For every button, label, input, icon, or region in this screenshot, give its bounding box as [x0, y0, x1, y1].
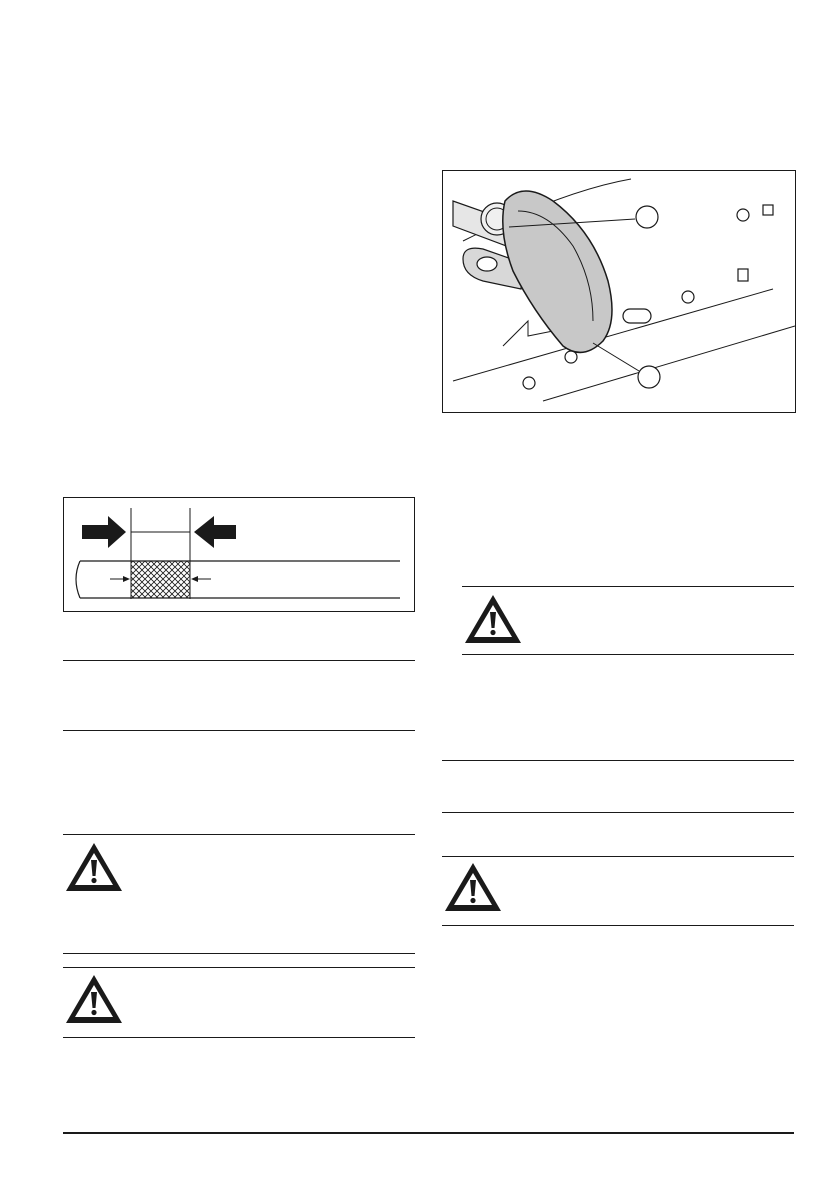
right-arrow-icon: [194, 516, 236, 548]
rope-splice-measurement-diagram: [64, 498, 414, 611]
warning-triangle-icon: [63, 972, 125, 1031]
divider: [462, 586, 794, 587]
divider: [442, 760, 794, 761]
divider: [442, 856, 794, 857]
blade-clip-illustration: [443, 171, 795, 412]
left-arrow-icon: [82, 516, 126, 548]
divider: [63, 953, 415, 954]
divider: [63, 967, 415, 968]
rope-measure-figure: [63, 497, 415, 612]
blade-clip-figure: [442, 170, 796, 413]
divider: [63, 660, 415, 661]
divider: [462, 654, 794, 655]
footer-rule: [63, 1132, 794, 1134]
divider: [63, 834, 415, 835]
warning-triangle-icon: [63, 840, 125, 899]
divider: [63, 1037, 415, 1038]
divider: [442, 812, 794, 813]
warning-triangle-icon: [442, 860, 504, 919]
warning-triangle-icon: [462, 592, 524, 651]
divider: [442, 925, 794, 926]
divider: [63, 730, 415, 731]
